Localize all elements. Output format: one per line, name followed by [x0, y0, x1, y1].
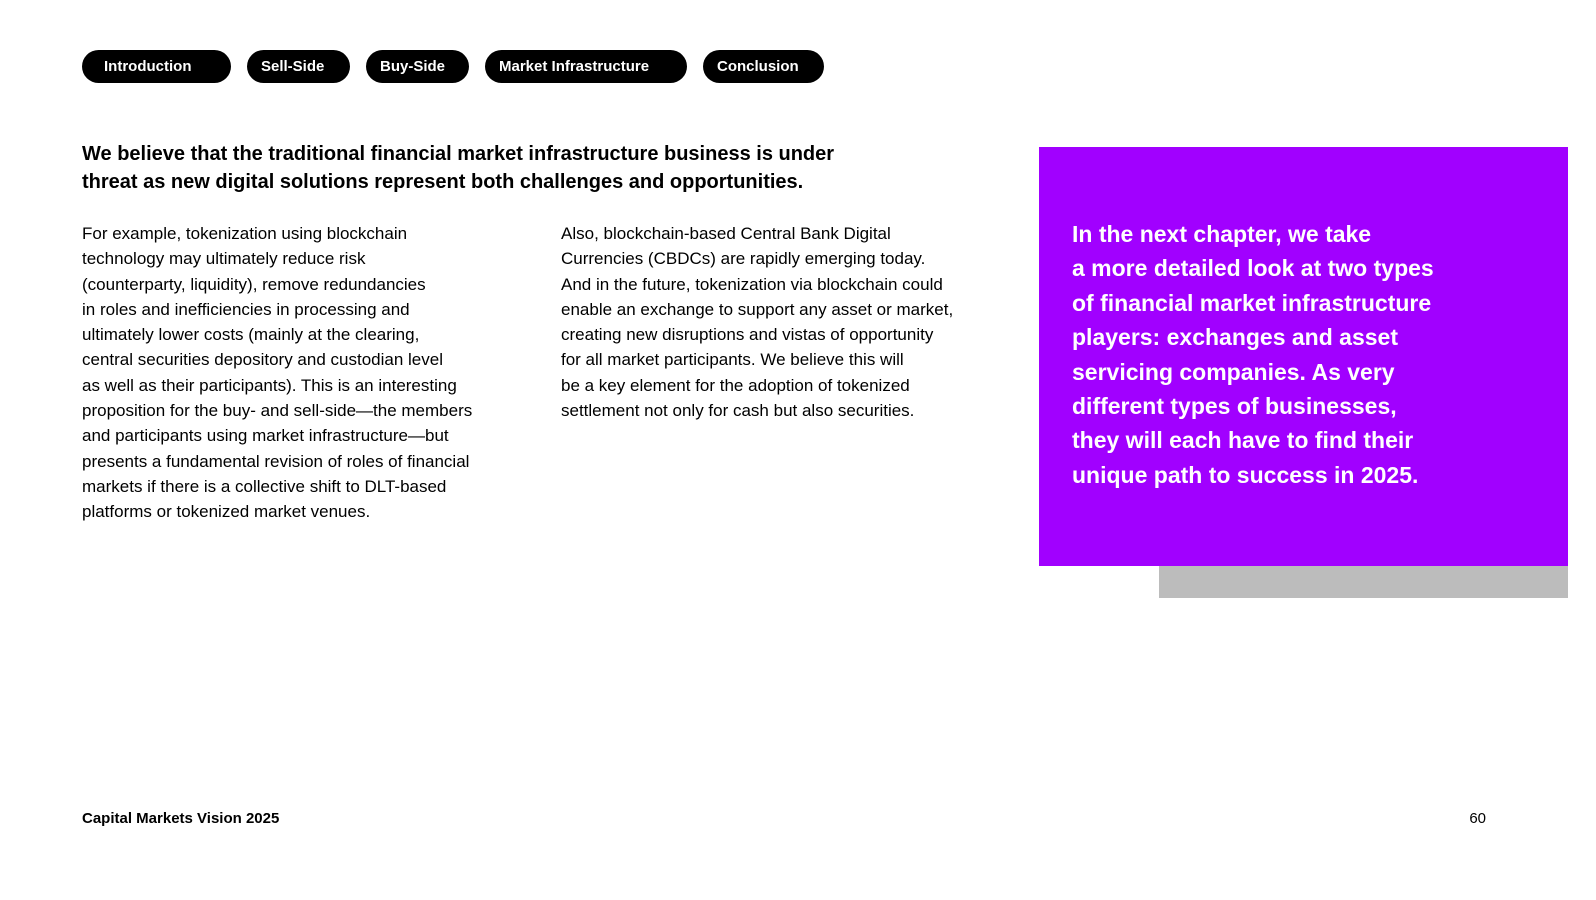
callout-line: they will each have to find their	[1072, 427, 1414, 454]
nav-tab-buy-side[interactable]: Buy-Side	[366, 50, 469, 83]
body-line: proposition for the buy- and sell-side—the members	[82, 401, 473, 421]
body-line: ultimately lower costs (mainly at the clearing,	[82, 325, 420, 345]
callout-line: In the next chapter, we take	[1072, 221, 1372, 247]
body-line: settlement not only for cash but also securities.	[561, 401, 915, 421]
lead-line: We believe that the traditional financial market infrastructure business is under	[82, 143, 835, 165]
body-column-left	[82, 221, 537, 525]
callout-shadow	[1159, 566, 1568, 598]
callout-line: of financial market infrastructure	[1072, 289, 1432, 316]
body-line: presents a fundamental revision of roles of financial	[82, 451, 470, 471]
nav-tab-introduction[interactable]: Introduction	[82, 50, 231, 83]
callout-text	[1072, 217, 1434, 492]
body-line: creating new disruptions and vistas of opportunity	[561, 325, 934, 345]
callout-box	[1039, 147, 1568, 566]
callout-line: players: exchanges and asset	[1072, 324, 1398, 351]
body-line: platforms or tokenized market venues.	[82, 502, 371, 522]
body-line: markets if there is a collective shift to DLT-based	[82, 476, 447, 496]
body-line: and participants using market infrastructure—but	[82, 426, 449, 446]
body-line: in roles and inefficiencies in processing and	[82, 299, 410, 319]
page-number: 60	[1469, 810, 1486, 827]
footer-document-title: Capital Markets Vision 2025	[82, 810, 280, 827]
lead-statement	[82, 140, 962, 196]
body-line: For example, tokenization using blockchain	[82, 224, 408, 243]
body-line: (counterparty, liquidity), remove redundancies	[82, 274, 426, 294]
body-line: be a key element for the adoption of tokenized	[561, 375, 910, 395]
body-line: as well as their participants). This is an interesting	[82, 375, 457, 395]
callout-line: servicing companies. As very	[1072, 358, 1395, 385]
body-column-right	[561, 221, 1011, 423]
callout-line: a more detailed look at two types	[1072, 255, 1434, 282]
nav-tab-sell-side[interactable]: Sell-Side	[247, 50, 350, 83]
body-line: enable an exchange to support any asset or market,	[561, 299, 954, 319]
body-line: technology may ultimately reduce risk	[82, 249, 366, 269]
nav-tab-conclusion[interactable]: Conclusion	[703, 50, 824, 83]
lead-line: threat as new digital solutions represent both challenges and opportunities.	[82, 171, 804, 193]
body-line: Currencies (CBDCs) are rapidly emerging today.	[561, 249, 926, 269]
body-line: for all market participants. We believe this will	[561, 350, 904, 370]
nav-tab-market-infrastructure[interactable]: Market Infrastructure	[485, 50, 687, 83]
body-line: central securities depository and custodian level	[82, 350, 443, 370]
callout-line: unique path to success in 2025.	[1072, 461, 1419, 488]
body-line: Also, blockchain-based Central Bank Digital	[561, 224, 891, 243]
callout-line: different types of businesses,	[1072, 393, 1397, 420]
body-line: And in the future, tokenization via blockchain could	[561, 274, 943, 294]
section-nav	[82, 50, 824, 83]
